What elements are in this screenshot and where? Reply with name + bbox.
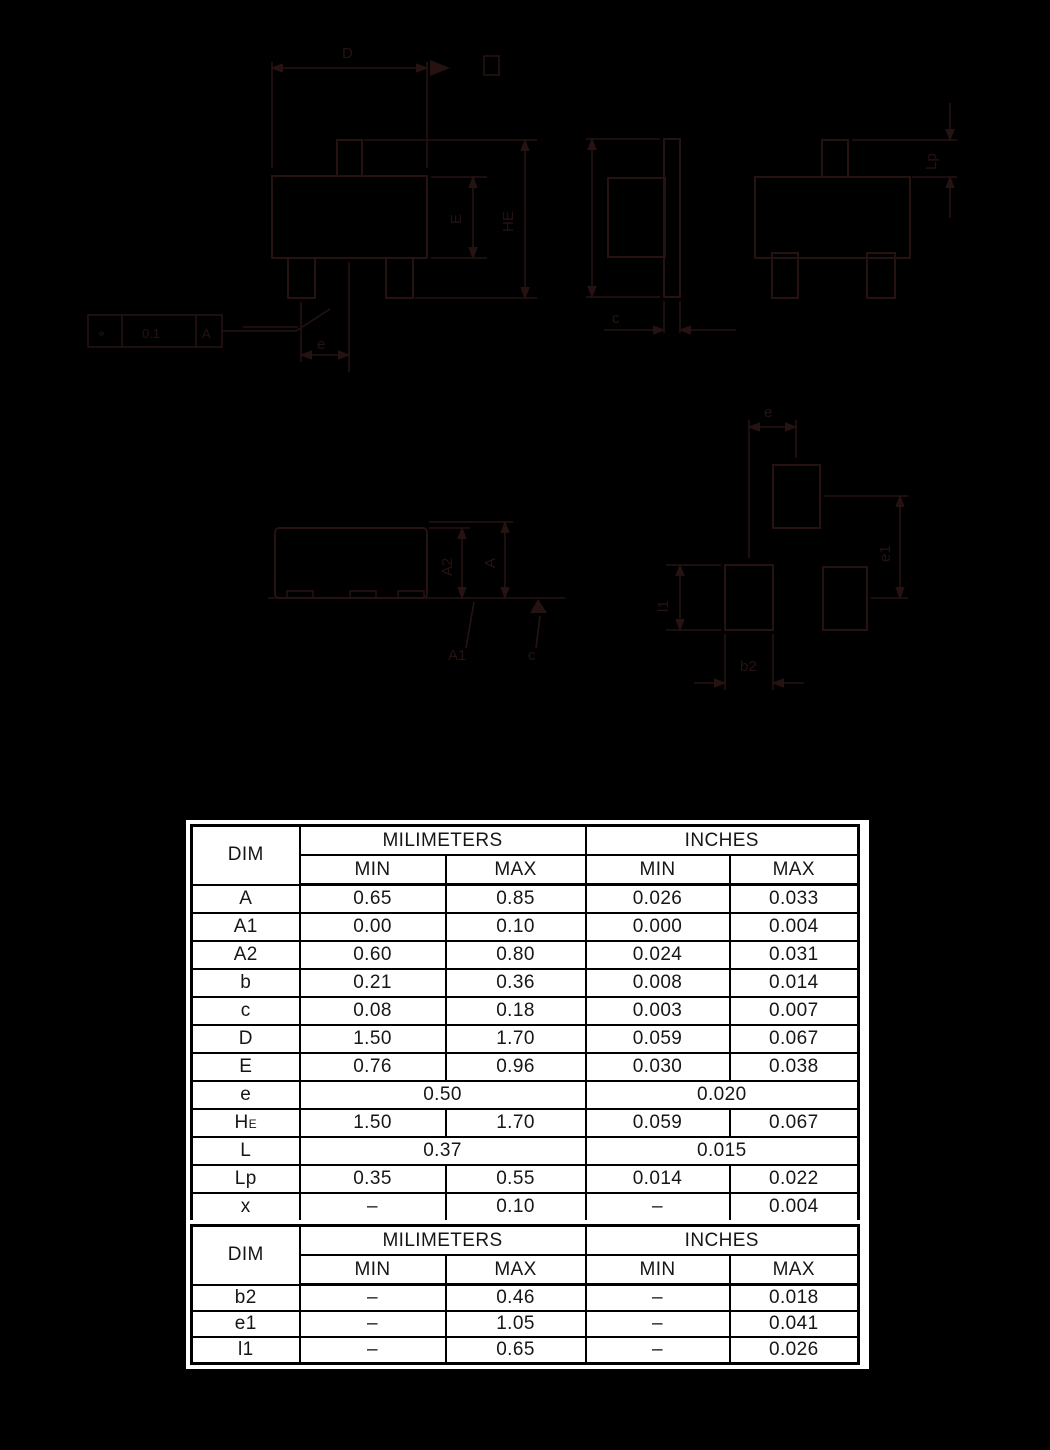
dim-symbol: A [239,887,253,909]
body-side [608,178,665,257]
table-row [192,1165,859,1193]
table-row [192,1137,859,1165]
package-body-back [755,177,910,258]
value-cell: 0.004 [730,913,859,941]
value-cell: 0.020 [586,1081,859,1109]
value-cell: – [300,1285,446,1312]
dim-cell [192,1311,300,1337]
value-cell: 0.015 [586,1137,859,1165]
dim-cell [192,997,300,1025]
value-cell: 0.026 [586,885,730,914]
back-view [755,103,957,298]
dim-label-A: A [482,557,499,568]
lead-foot-2 [350,591,376,598]
value-cell: 1.50 [300,1109,446,1137]
dimension-table [190,824,860,1223]
header-millimeters: MILIMETERS [300,826,586,856]
dim-symbol: E [239,1056,253,1077]
dim-symbol: A1 [233,916,258,937]
value-cell: 1.50 [300,1025,446,1053]
pad-bottom-left [725,565,773,630]
value-cell: – [586,1311,730,1337]
dim-symbol: Lp [234,1168,257,1189]
value-cell: – [300,1311,446,1337]
table-row [192,969,859,997]
value-cell: 0.014 [730,969,859,997]
value-cell: 0.007 [730,997,859,1025]
value-cell: – [300,1193,446,1222]
dim-symbol: L [240,1140,252,1161]
table-row [192,1025,859,1053]
gdt-datum: A [202,326,211,341]
value-cell: 0.21 [300,969,446,997]
value-cell: 0.35 [300,1165,446,1193]
datum-triangle [530,599,547,613]
dim-cell [192,1109,300,1137]
value-cell: 0.059 [586,1025,730,1053]
profile-view [268,522,565,664]
table-row [192,1109,859,1137]
table-row [192,997,859,1025]
dim-label-HE: HE [500,211,517,232]
lead-foot-3 [398,591,424,598]
header-inches: INCHES [586,826,859,856]
dim-symbol: e [240,1084,252,1105]
dim-label-E: E [448,213,465,224]
value-cell: 0.08 [300,997,446,1025]
value-cell: 1.70 [446,1025,586,1053]
dimension-table-panel [186,820,869,1227]
dim-label-A1: A1 [448,647,467,664]
dim-cell [192,969,300,997]
value-cell: 0.60 [300,941,446,969]
table-header-row [192,1226,859,1256]
value-cell: 0.76 [300,1053,446,1081]
value-cell: 0.030 [586,1053,730,1081]
header-in-min: MIN [586,855,730,885]
value-cell: 1.70 [446,1109,586,1137]
table-row [192,1081,859,1109]
land-pattern [655,404,908,690]
value-cell: 0.026 [730,1337,859,1364]
value-cell: 0.46 [446,1285,586,1312]
gdt-frame [88,309,330,347]
package-body [272,176,427,258]
dim-label-l1: l1 [655,600,672,612]
pad-top [773,465,820,528]
dim-symbol: e1 [234,1313,257,1334]
land-pattern-table-panel [186,1220,869,1369]
value-cell: 1.05 [446,1311,586,1337]
value-cell: 0.067 [730,1109,859,1137]
value-cell: 0.10 [446,1193,586,1222]
bottom-lead-right [386,258,413,298]
dim-label-e1: e1 [877,545,894,562]
dim-ext-c [664,301,680,333]
dim-label-D: D [342,45,353,62]
value-cell: 0.65 [446,1337,586,1364]
dim-cell [192,1053,300,1081]
dim-ext-D [272,62,427,168]
pad-bottom-right [823,567,867,630]
value-cell: 0.022 [730,1165,859,1193]
dim-label-Lp: Lp [923,153,940,170]
dim-symbol: D [238,1028,253,1049]
dim-symbol: b [240,972,252,993]
dim-cell [192,1337,300,1364]
value-cell: 0.018 [730,1285,859,1312]
value-cell: – [300,1337,446,1364]
header-inches: INCHES [586,1226,859,1256]
value-cell: 0.033 [730,885,859,914]
gdt-tolerance: 0.1 [142,326,161,341]
dim-ext-height [586,139,660,297]
value-cell: 0.041 [730,1311,859,1337]
dim-label-e-pitch: e [764,404,773,421]
value-cell: 0.10 [446,913,586,941]
dim-cell [192,1285,300,1312]
value-cell: 0.014 [586,1165,730,1193]
value-cell: 0.000 [586,913,730,941]
value-cell: 0.059 [586,1109,730,1137]
value-cell: – [586,1193,730,1222]
leader-c [536,616,540,648]
dim-cell [192,1025,300,1053]
table-row [192,1311,859,1337]
table-row [192,1337,859,1364]
dim-cell [192,1193,300,1222]
value-cell: 0.80 [446,941,586,969]
dim-label-A2: A2 [439,557,456,576]
table-row [192,885,859,914]
value-cell: – [586,1285,730,1312]
header-dim: DIM [192,1226,300,1285]
dim-cell [192,1081,300,1109]
value-cell: 0.038 [730,1053,859,1081]
header-dim: DIM [192,826,300,885]
table-row [192,913,859,941]
dim-symbol: b2 [234,1286,257,1308]
header-in-max: MAX [730,855,859,885]
dim-cell [192,885,300,914]
table-row [192,1053,859,1081]
dim-label-e: e [317,336,326,353]
value-cell: 0.65 [300,885,446,914]
dim-symbol: l1 [237,1339,254,1360]
bottom-lead-left [288,258,315,298]
side-view [586,139,736,333]
header-millimeters: MILIMETERS [300,1226,586,1256]
value-cell: 0.003 [586,997,730,1025]
view-marker-glyph [484,56,499,75]
dim-symbol: A2 [233,944,258,965]
value-cell: 0.85 [446,885,586,914]
header-mm-max: MAX [446,1255,586,1285]
header-in-max: MAX [730,1255,859,1285]
dim-cell [192,941,300,969]
value-cell: 0.37 [300,1137,586,1165]
dim-symbol: x [240,1196,251,1217]
front-view [88,45,537,372]
view-direction-arrow [430,60,450,76]
header-mm-min: MIN [300,1255,446,1285]
value-cell: 0.024 [586,941,730,969]
dim-cell [192,913,300,941]
value-cell: – [586,1337,730,1364]
dim-ext-l1 [666,565,721,630]
land-pattern-table [190,1224,860,1365]
value-cell: 0.55 [446,1165,586,1193]
header-in-min: MIN [586,1255,730,1285]
value-cell: 0.36 [446,969,586,997]
dim-ext-Lp [852,140,957,177]
table-row [192,1193,859,1222]
dim-label-c: c [612,310,620,327]
value-cell: 0.067 [730,1025,859,1053]
top-lead-back [822,140,848,177]
lead-strip [664,139,680,297]
value-cell: 0.18 [446,997,586,1025]
dim-symbol-subscript: E [248,1117,258,1131]
table-row [192,1285,859,1312]
dim-label-b2: b2 [740,658,757,675]
dim-symbol: H [234,1112,249,1133]
dim-cell [192,1165,300,1193]
top-lead [337,140,362,176]
header-mm-max: MAX [446,855,586,885]
value-cell: 0.031 [730,941,859,969]
value-cell: 0.004 [730,1193,859,1222]
value-cell: 0.00 [300,913,446,941]
body-profile [275,528,427,598]
header-mm-min: MIN [300,855,446,885]
table-header-row [192,826,859,856]
bottom-lead-left-back [772,253,798,298]
leader-A1 [466,602,474,648]
value-cell: 0.50 [300,1081,586,1109]
dim-label-c2: c [528,647,536,664]
table-row [192,941,859,969]
value-cell: 0.96 [446,1053,586,1081]
bottom-lead-right-back [867,253,895,298]
dim-symbol: c [240,1000,251,1021]
dim-cell [192,1137,300,1165]
value-cell: 0.008 [586,969,730,997]
lead-foot-1 [287,591,313,598]
gdt-position-symbol: ⌖ [98,326,106,341]
